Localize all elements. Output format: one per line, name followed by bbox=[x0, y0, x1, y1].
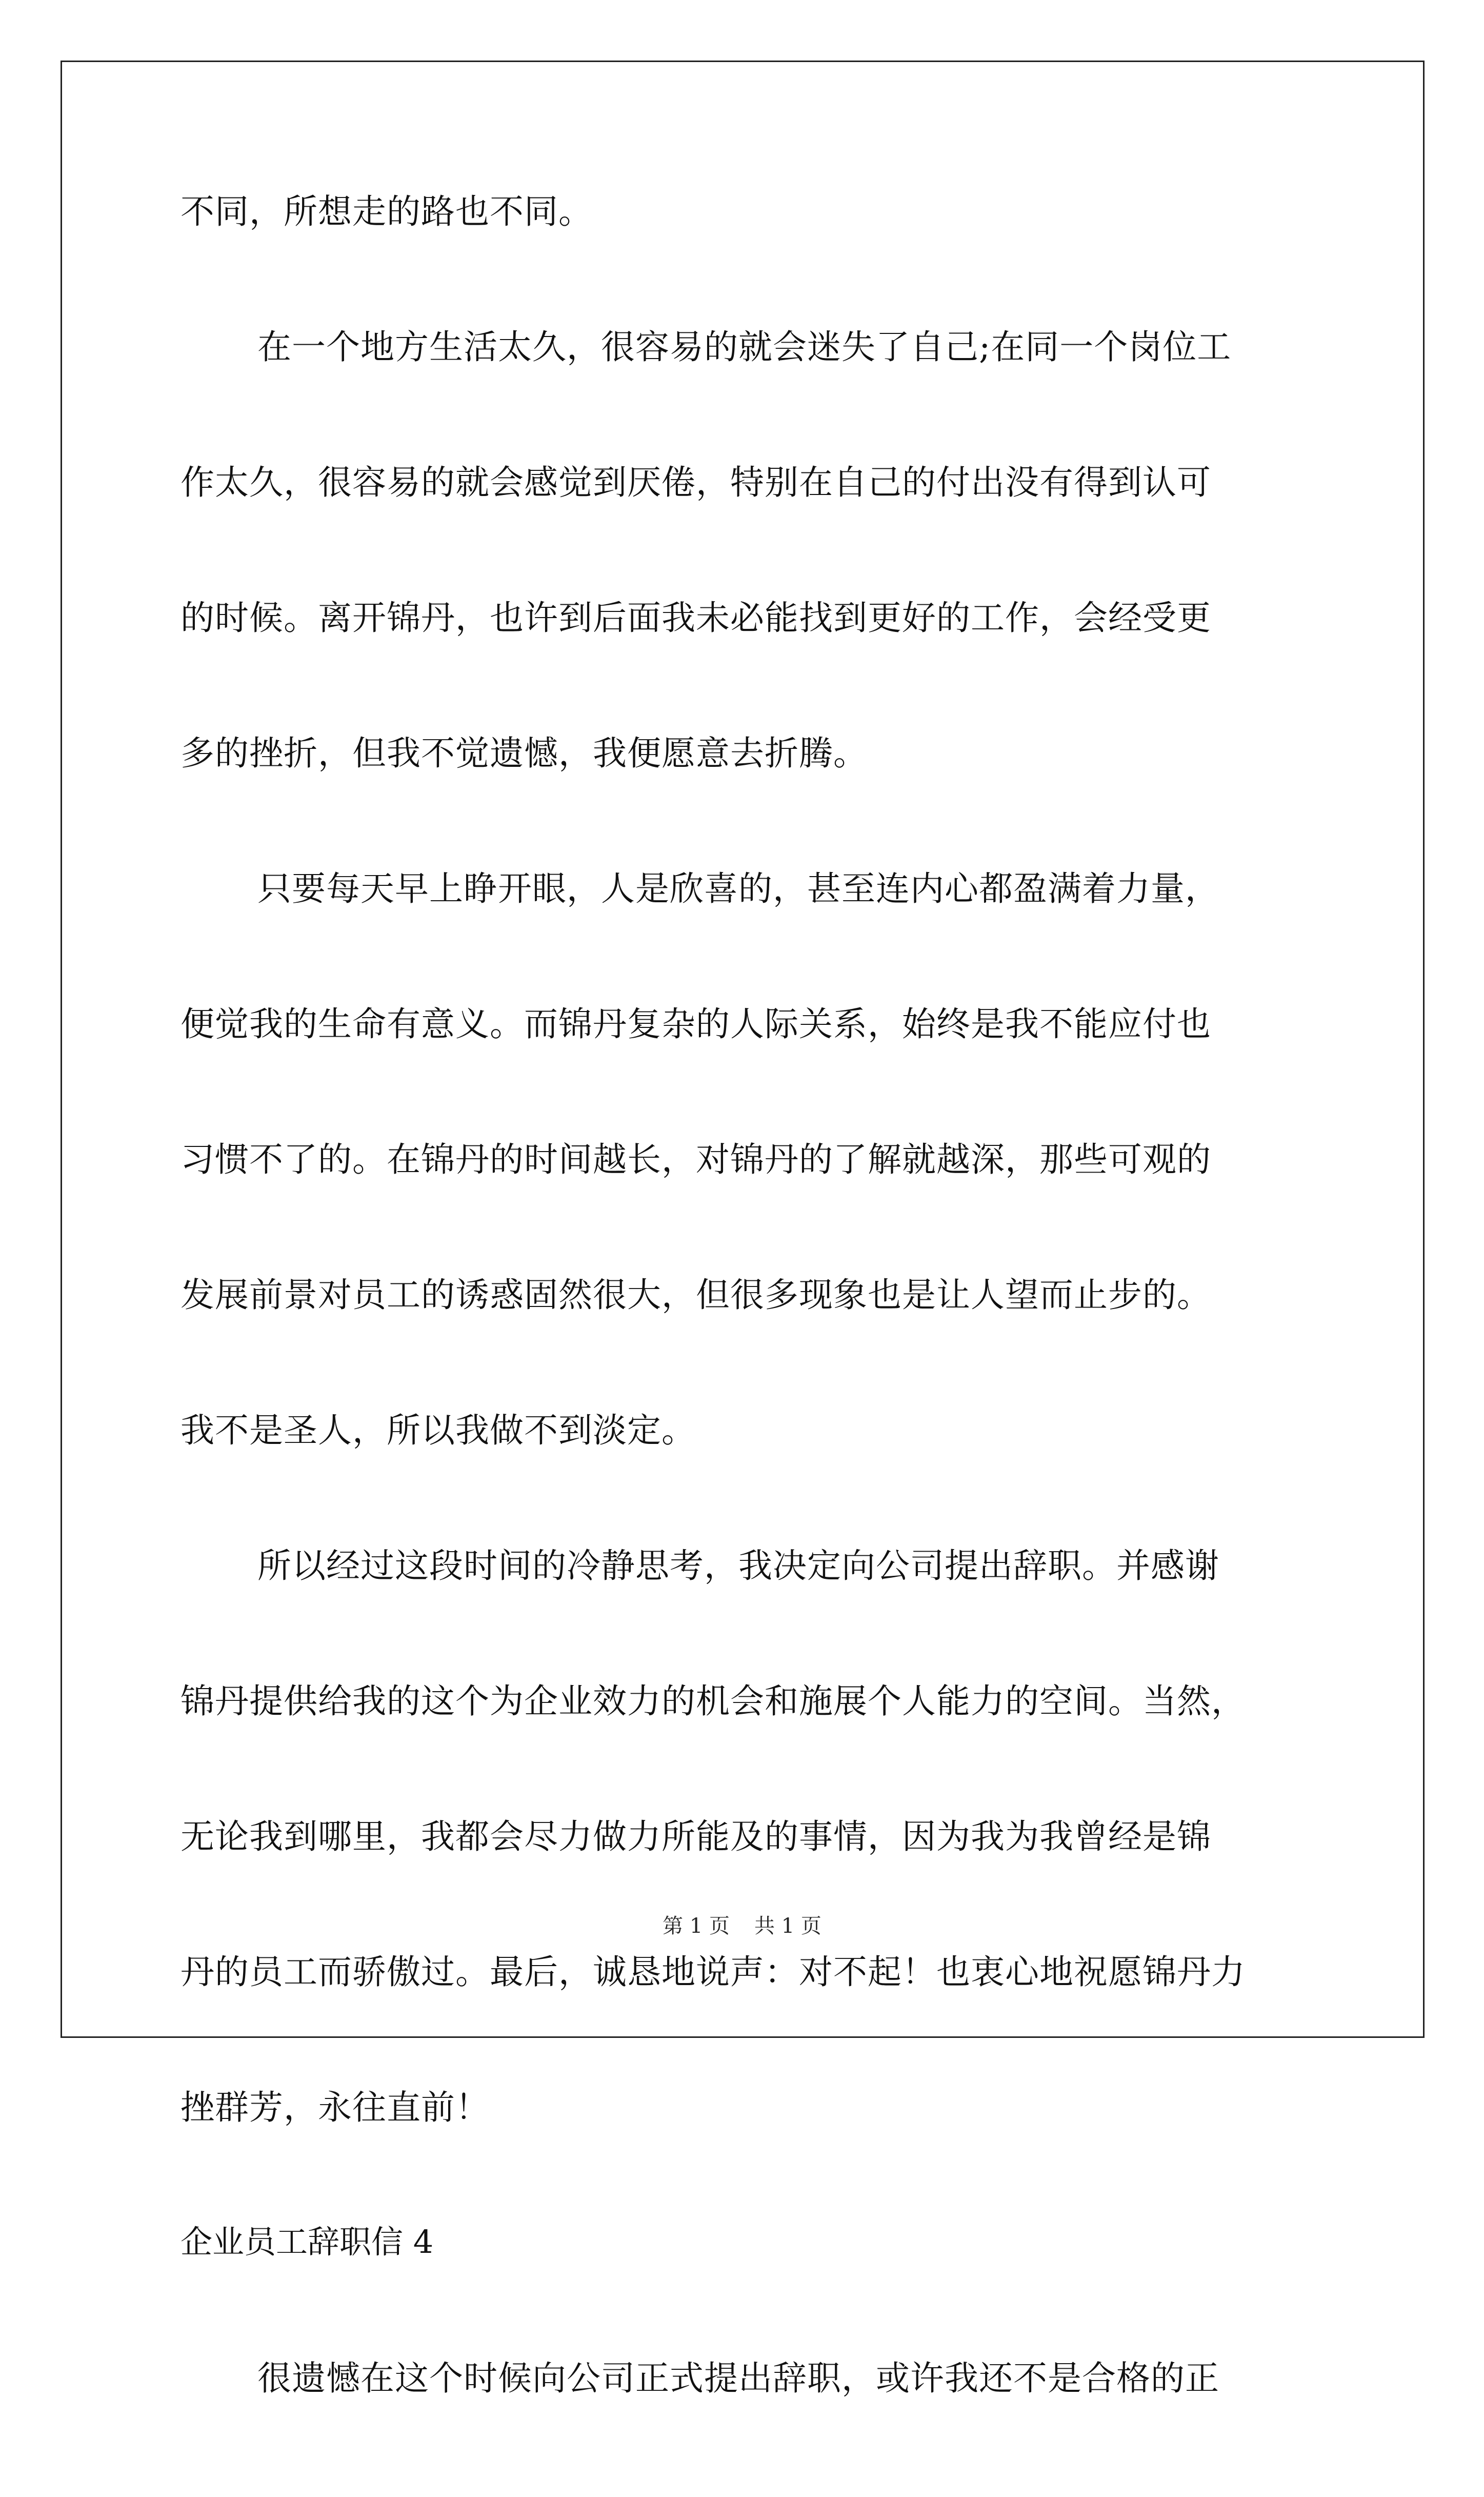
text-line: 的时候。离开锦丹，也许到后面我未必能找到更好的工作，会经受更 bbox=[181, 598, 1211, 638]
text-line: 我不是圣人，所以我做不到淡定。 bbox=[181, 1411, 696, 1450]
text-line: 不同，所想走的路也不同。 bbox=[181, 192, 593, 231]
document-body bbox=[181, 192, 1314, 2497]
text-line: 便觉我的生命有意义。而锦丹复杂的人际关系，始终是我不能应付也 bbox=[181, 1004, 1211, 1044]
text-line: 锦丹提供给我的这个为企业效力的机会和施展个人能力的空间。当然， bbox=[181, 1681, 1246, 1721]
page-total: 共 1 页 bbox=[754, 1914, 821, 1938]
text-line: 习惯不了的。在锦丹的时间越长，对锦丹的了解就越深，那些可观的 bbox=[181, 1140, 1211, 1179]
page-footer bbox=[0, 1916, 1484, 1936]
paragraph-start-line: 所以经过这段时间的冷静思考，我决定向公司提出辞职。并感谢 bbox=[257, 1546, 1219, 1586]
text-line: 作太久，很容易的就会感觉到厌倦，特别在自己的付出没有得到认可 bbox=[181, 463, 1211, 502]
text-line: 丹的员工而骄傲过。最后，诚恳地说声：对不起！也衷心地祝愿锦丹力 bbox=[181, 1952, 1246, 1992]
text-line: 无论我到哪里，我都会尽力做力所能及的事情，因为我为我曾经是锦 bbox=[181, 1817, 1211, 1856]
paragraph-start-line: 只要每天早上睁开眼，人是欣喜的，甚至连内心都盈满着力量， bbox=[257, 869, 1219, 908]
page-number: 第 1 页 bbox=[663, 1914, 730, 1938]
section-heading: 企业员工辞职信 4 bbox=[181, 2223, 434, 2261]
text-line: 挫群芳，永往直前！ bbox=[181, 2088, 490, 2127]
paragraph-start-line: 很遗憾在这个时候向公司正式提出辞职，或许我还不是合格的正 bbox=[257, 2359, 1219, 2398]
text-line: 多的挫折，但我不觉遗憾，我便愿意去折腾。 bbox=[181, 734, 868, 773]
paragraph-start-line: 在一个地方生活太久，很容易的就会迷失了自己;在同一个岗位工 bbox=[257, 327, 1232, 367]
text-line: 发展前景对员工的诱惑固然很大，但很多现象也是让人望而止步的。 bbox=[181, 1275, 1211, 1315]
